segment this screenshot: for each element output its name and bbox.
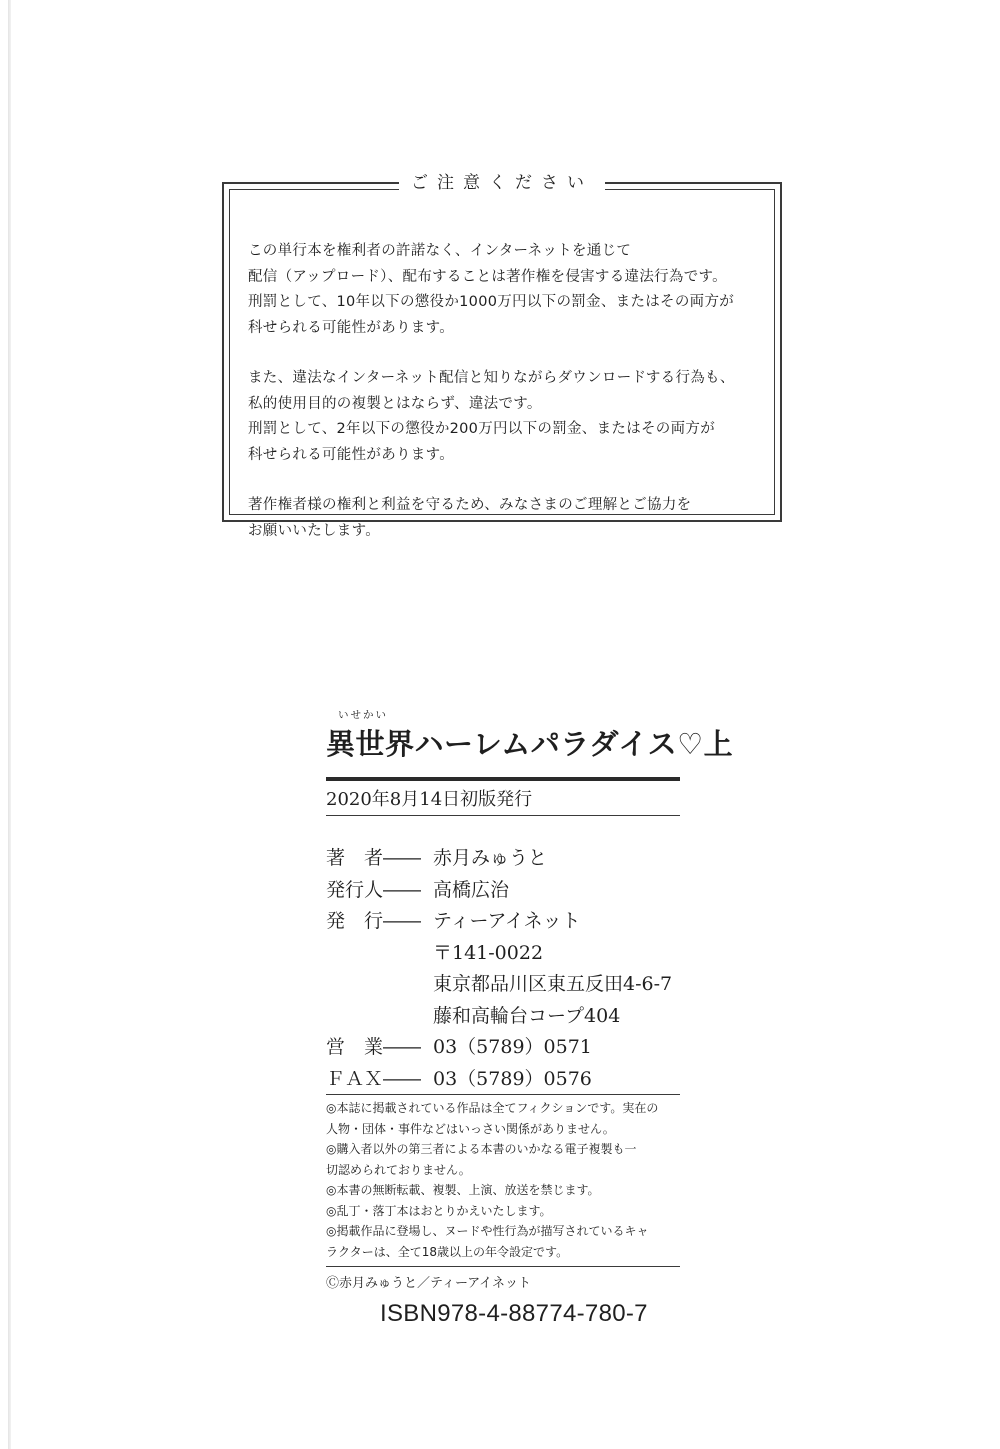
- notice-line: 著作権者様の権利と利益を守るため、みなさまのご理解とご協力を: [248, 497, 692, 513]
- credit-row-author: [326, 843, 672, 875]
- copyright-notice-box: [222, 173, 782, 539]
- notice-title: [224, 168, 780, 193]
- credit-value: 03（5789）0571: [433, 1036, 592, 1058]
- credit-value: 高橋広治: [433, 878, 510, 901]
- credit-value: 〒141-0022: [433, 941, 544, 964]
- notice-line: 私的使用目的の複製とはならず、違法です。: [248, 395, 542, 412]
- title-rule: [326, 777, 680, 781]
- edition-rule: [326, 815, 680, 816]
- credit-label: 発 行――: [326, 910, 422, 932]
- credit-row-address: [326, 969, 672, 1001]
- credit-value: 東京都品川区東五反田4-6-7: [433, 973, 673, 995]
- legal-notes: [326, 1098, 658, 1262]
- credits-list: [326, 843, 672, 1095]
- page-edge-shadow: [8, 0, 11, 1449]
- credit-row-building: [326, 1001, 672, 1033]
- notice-title-text: ご注意ください: [399, 173, 605, 193]
- credit-value: 赤月みゅうと: [433, 847, 548, 869]
- note-line: ◎本書の無断転載、複製、上演、放送を禁じます。: [326, 1183, 600, 1197]
- notice-line: また、違法なインターネット配信と知りながらダウンロードする行為も、: [248, 370, 735, 386]
- notice-line: 刑罰として、10年以下の懲役か1000万円以下の罰金、またはその両方が: [248, 294, 735, 310]
- credit-value: 03（5789）0576: [433, 1067, 592, 1090]
- credit-row-publisher-person: [326, 875, 672, 907]
- credit-value: 藤和高輪台コープ404: [433, 1004, 621, 1027]
- notes-rule-bottom: [326, 1266, 680, 1267]
- note-line: 人物・団体・事件などはいっさい関係がありません。: [326, 1121, 615, 1136]
- notice-line: 配信（アップロード）、配布することは著作権を侵害する違法行為です。: [248, 268, 727, 285]
- edition-date: 2020年8月14日初版発行: [326, 789, 533, 810]
- notice-line: お願いいたします。: [248, 522, 381, 539]
- book-title: 異世界ハーレムパラダイス♡上: [326, 727, 734, 761]
- credit-label: [326, 969, 433, 1001]
- notice-line: 刑罰として、2年以下の懲役か200万円以下の罰金、またはその両方が: [248, 421, 716, 437]
- note-line: 切認められておりません。: [326, 1162, 471, 1177]
- note-line: ◎掲載作品に登場し、ヌードや性行為が描写されているキャ: [326, 1224, 649, 1238]
- credit-row-postal: [326, 938, 672, 970]
- credit-label: 著 者――: [326, 847, 422, 869]
- credit-label: ＦＡＸ――: [326, 1067, 422, 1090]
- credit-label: 営 業――: [326, 1036, 422, 1058]
- note-line: ◎乱丁・落丁本はおとりかえいたします。: [326, 1203, 552, 1218]
- notes-rule-top: [326, 1094, 680, 1095]
- credit-row-sales-phone: [326, 1032, 672, 1064]
- note-line: ラクターは、全て18歳以上の年令設定です。: [326, 1244, 569, 1259]
- title-ruby: いせかい: [338, 709, 388, 721]
- credit-value: ティーアイネット: [433, 910, 581, 932]
- isbn: ISBN978-4-88774-780-7: [380, 1300, 648, 1327]
- notice-line: この単行本を権利者の許諾なく、インターネットを通じて: [248, 243, 632, 259]
- credit-label: 発行人――: [326, 878, 422, 901]
- notice-line: 科せられる可能性があります。: [248, 319, 455, 336]
- credit-row-fax: [326, 1064, 672, 1096]
- credit-label: [326, 938, 433, 970]
- credit-row-publisher: [326, 906, 672, 938]
- notice-line: 科せられる可能性があります。: [248, 446, 455, 463]
- note-line: ◎本誌に掲載されている作品は全てフィクションです。実在の: [326, 1101, 659, 1115]
- notice-body: [248, 214, 770, 569]
- credit-label: [326, 1001, 433, 1033]
- copyright-line: Ⓒ赤月みゅうと／ティーアイネット: [326, 1276, 532, 1291]
- note-line: ◎購入者以外の第三者による本書のいかなる電子複製も一: [326, 1142, 637, 1156]
